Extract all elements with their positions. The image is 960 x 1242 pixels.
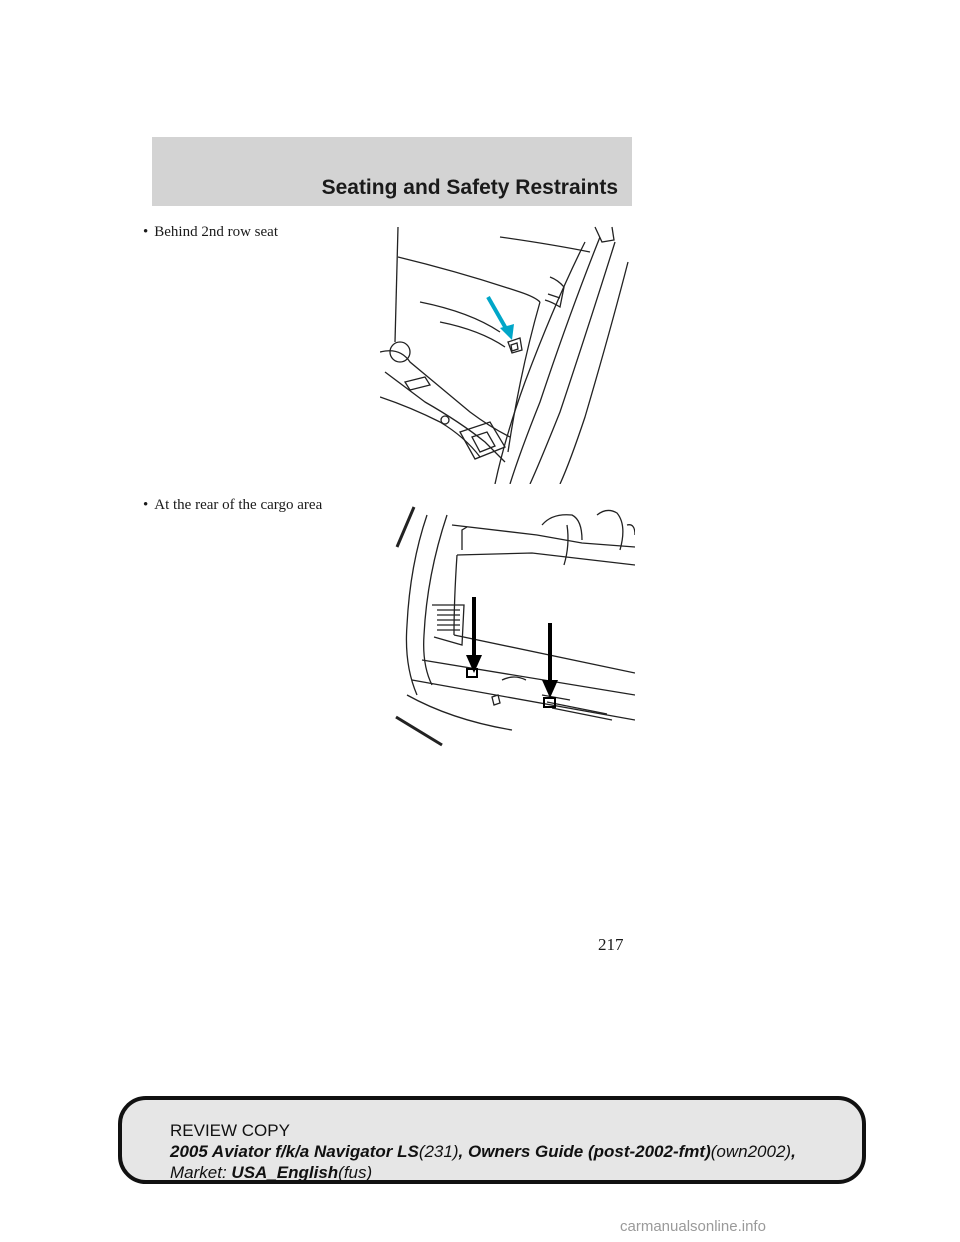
review-copy-box xyxy=(118,1096,866,1184)
header-band xyxy=(152,137,632,206)
watermark: carmanualsonline.info xyxy=(620,1218,766,1235)
bullet-text: Behind 2nd row seat xyxy=(154,224,278,240)
review-copy-label: REVIEW COPY xyxy=(170,1121,290,1140)
section-title: Seating and Safety Restraints xyxy=(321,176,618,199)
black-arrow-icon xyxy=(466,597,482,673)
bullet-symbol: • xyxy=(143,497,149,513)
review-copy-text xyxy=(170,1120,796,1183)
anchor-icon xyxy=(467,669,477,677)
cargo-area-illustration xyxy=(392,505,635,747)
bullet-text: At the rear of the cargo area xyxy=(154,497,323,513)
blue-arrow-icon xyxy=(488,297,514,340)
bullet-item-1 xyxy=(143,224,278,241)
review-copy-doc-line: 2005 Aviator f/k/a Navigator LS(231), Owners Guide (post-2002-fmt)(own2002), xyxy=(170,1142,796,1161)
page-number: 217 xyxy=(598,935,624,954)
review-copy-market-line: Market: USA_English(fus) xyxy=(170,1163,373,1182)
black-arrow-icon xyxy=(542,623,558,698)
bullet-item-2 xyxy=(143,497,322,514)
second-row-seat-illustration xyxy=(380,222,635,484)
bullet-symbol: • xyxy=(143,224,149,240)
